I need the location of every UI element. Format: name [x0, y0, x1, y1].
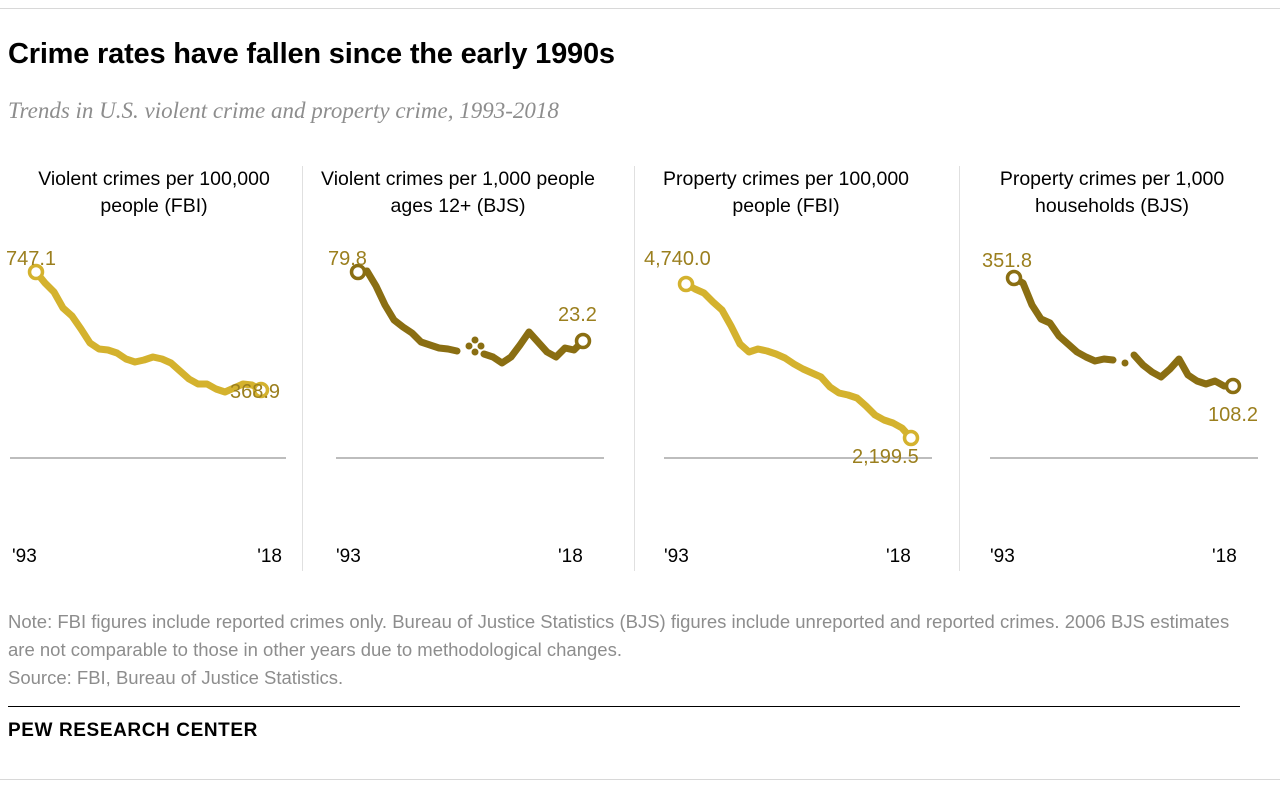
break-marker	[472, 337, 479, 344]
end-value-label: 108.2	[1208, 404, 1259, 426]
page-title: Crime rates have fallen since the early 1990s	[8, 38, 615, 70]
chart-panels	[0, 158, 1280, 578]
chart-panel-property-fbi	[636, 158, 936, 578]
series-line-segment-a	[1014, 278, 1113, 361]
brand-label: PEW RESEARCH CENTER	[8, 720, 258, 741]
page-subtitle: Trends in U.S. violent crime and property crime, 1993-2018	[8, 98, 559, 123]
panel-divider-3	[959, 166, 960, 571]
bottom-divider	[0, 779, 1280, 780]
line-chart-svg	[308, 226, 608, 536]
top-divider	[0, 8, 1280, 9]
break-marker	[1122, 360, 1129, 367]
chart-panel-violent-fbi	[4, 158, 304, 578]
x-axis-end-label: '18	[886, 546, 911, 567]
series-line	[686, 284, 911, 438]
x-axis-start-label: '93	[336, 546, 361, 567]
plot-area	[4, 226, 304, 536]
start-marker	[680, 278, 693, 291]
chart-panel-violent-bjs	[308, 158, 608, 578]
end-marker	[577, 335, 590, 348]
start-value-label: 747.1	[6, 248, 57, 270]
start-value-label: 4,740.0	[644, 248, 711, 270]
end-marker	[1227, 380, 1240, 393]
x-axis-labels	[636, 546, 936, 576]
footnote-source: Source: FBI, Bureau of Justice Statistics.	[8, 667, 344, 688]
line-chart-svg	[636, 226, 936, 536]
end-value-label: 368.9	[230, 381, 281, 403]
x-axis-start-label: '93	[990, 546, 1015, 567]
x-axis-end-label: '18	[1212, 546, 1237, 567]
chart-panel-property-bjs	[962, 158, 1262, 578]
panel-divider-2	[634, 166, 635, 571]
x-axis-labels	[962, 546, 1262, 576]
series-line	[36, 272, 261, 392]
break-marker	[472, 349, 479, 356]
start-value-label: 351.8	[982, 250, 1033, 272]
x-axis-end-label: '18	[558, 546, 583, 567]
series-line-segment-b	[1134, 355, 1233, 386]
x-axis-start-label: '93	[12, 546, 37, 567]
end-value-label: 2,199.5	[852, 446, 919, 468]
x-axis-start-label: '93	[664, 546, 689, 567]
panel-title: Violent crimes per 100,000 people (FBI)	[38, 168, 270, 217]
series-line-segment-b	[484, 332, 583, 363]
brand-divider	[8, 706, 1240, 707]
panel-title: Property crimes per 1,000 households (BJS)	[999, 168, 1225, 217]
plot-area	[636, 226, 936, 536]
footer	[8, 608, 1238, 692]
end-marker	[905, 432, 918, 445]
start-marker	[1008, 272, 1021, 285]
break-marker	[466, 343, 473, 350]
x-axis-labels	[308, 546, 608, 576]
end-value-label: 23.2	[558, 304, 597, 326]
break-marker	[478, 343, 485, 350]
panel-title: Property crimes per 100,000 people (FBI)	[662, 168, 910, 217]
footnote-note: Note: FBI figures include reported crimes only. Bureau of Justice Statistics (BJS) figures include unreported and reported crimes. 2006 BJS estimates are not comparable to those in other years due to methodological changes.	[8, 611, 1230, 660]
start-value-label: 79.8	[328, 248, 367, 270]
x-axis-end-label: '18	[257, 546, 282, 567]
plot-area	[308, 226, 608, 536]
panel-title: Violent crimes per 1,000 people ages 12+ (BJS)	[321, 168, 595, 217]
series-line-segment-a	[358, 271, 457, 351]
plot-area	[962, 226, 1262, 536]
x-axis-labels	[4, 546, 304, 576]
